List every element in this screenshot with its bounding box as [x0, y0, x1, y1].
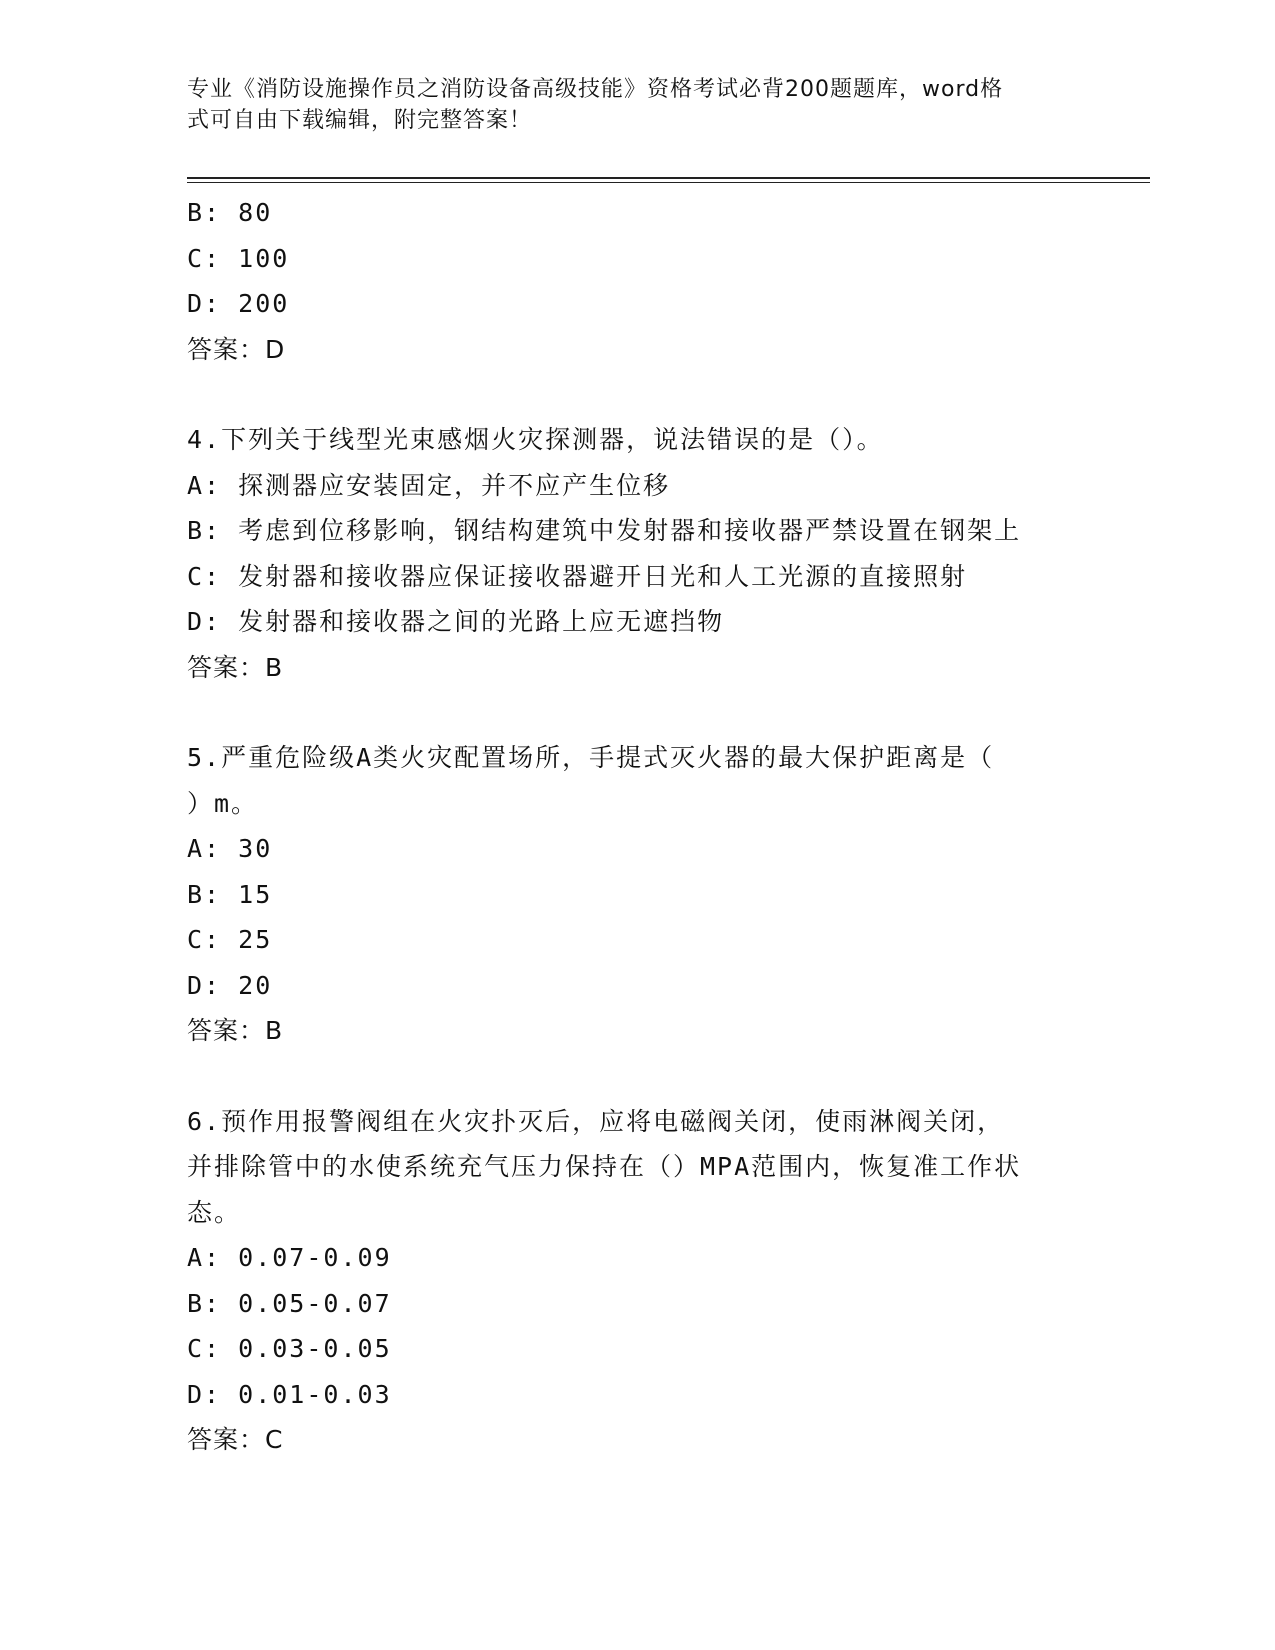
option-c: C: 100 — [187, 243, 290, 273]
spacer — [187, 1054, 1087, 1099]
option-a: A: 探测器应安装固定，并不应产生位移 — [187, 470, 671, 500]
spacer — [187, 372, 1087, 417]
option-a: A: 0.07-0.09 — [187, 1243, 392, 1272]
header-rule-thin — [187, 182, 1150, 183]
question-stem-line-3: 态。 — [187, 1197, 242, 1227]
question-stem-line-2: 并排除管中的水使系统充气压力保持在（）MPA范围内，恢复准工作状 — [187, 1152, 1022, 1181]
option-d: D: 0.01-0.03 — [187, 1379, 392, 1409]
question-4 — [187, 417, 1087, 690]
header-rule-thick — [187, 177, 1150, 179]
option-d: D: 200 — [187, 289, 290, 318]
answer-line: 答案：D — [187, 334, 286, 364]
option-d: D: 发射器和接收器之间的光路上应无遮挡物 — [187, 607, 725, 636]
option-b: B: 0.05-0.07 — [187, 1288, 392, 1318]
answer-line: 答案：B — [187, 652, 284, 682]
option-b: B: 15 — [187, 879, 273, 909]
option-c: C: 0.03-0.05 — [187, 1334, 392, 1363]
option-c: C: 发射器和接收器应保证接收器避开日光和人工光源的直接照射 — [187, 561, 968, 591]
question-stem-line-2: ）m。 — [187, 788, 259, 818]
question-list — [187, 190, 1087, 1463]
question-stem-line-1: 5.严重危险级A类火灾配置场所，手提式灭火器的最大保护距离是（ — [187, 743, 995, 772]
option-b: B: 考虑到位移影响，钢结构建筑中发射器和接收器严禁设置在钢架上 — [187, 516, 1022, 545]
question-3-fragment — [187, 190, 1087, 372]
question-5 — [187, 735, 1087, 1054]
header-line-1: 专业《消防设施操作员之消防设备高级技能》资格考试必背200题题库，word格 — [187, 77, 1004, 102]
question-stem-line-1: 6.预作用报警阀组在火灾扑灭后，应将电磁阀关闭，使雨淋阀关闭， — [187, 1106, 1005, 1136]
answer-line: 答案：C — [187, 1425, 284, 1454]
question-stem: 4.下列关于线型光束感烟火灾探测器，说法错误的是（）。 — [187, 425, 884, 454]
spacer — [187, 690, 1087, 735]
option-c: C: 25 — [187, 925, 273, 954]
option-b: B: 80 — [187, 198, 273, 227]
option-a: A: 30 — [187, 834, 273, 863]
answer-line: 答案：B — [187, 1016, 284, 1045]
header-line-2: 式可自由下载编辑，附完整答案！ — [187, 108, 533, 133]
document-header — [187, 74, 1067, 136]
question-6 — [187, 1099, 1087, 1463]
option-d: D: 20 — [187, 970, 273, 1000]
